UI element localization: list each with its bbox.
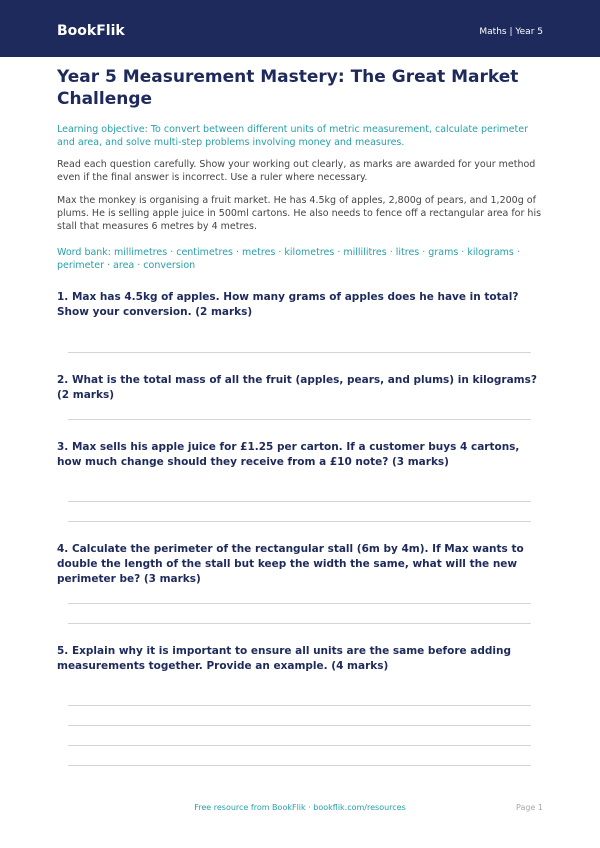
question-1: 1. Max has 4.5kg of apples. How many grams of apples does he have in total? Show your conversion. (2 marks) (57, 291, 519, 318)
answer-line[interactable] (68, 725, 531, 726)
brand-logo[interactable]: BookFlik (57, 23, 125, 39)
answer-line[interactable] (68, 419, 531, 420)
answer-line[interactable] (68, 765, 531, 766)
answer-line[interactable] (68, 501, 531, 502)
footer-link[interactable]: Free resource from BookFlik · bookflik.com/resources (194, 803, 406, 812)
question-5: 5. Explain why it is important to ensure all units are the same before adding measurements together. Provide an example. (4 marks) (57, 645, 512, 672)
learning-objective: Learning objective: To convert between different units of metric measurement, calculate perimeter and area, and solve multi-step problems involving money and measures. (57, 124, 528, 148)
word-bank: Word bank: millimetres · centimetres · metres · kilometres · millilitres · litres · grams · kilograms · perimeter · area · conversion (57, 247, 520, 271)
question-3: 3. Max sells his apple juice for £1.25 per carton. If a customer buys 4 cartons, how much change should they receive from a £10 note? (3 marks) (57, 441, 520, 468)
instructions: Read each question carefully. Show your working out clearly, as marks are awarded for your method even if the final answer is incorrect. Use a ruler where necessary. (57, 159, 536, 183)
question-2: 2. What is the total mass of all the fruit (apples, pears, and plums) in kilograms? (2 marks) (57, 374, 537, 401)
answer-line[interactable] (68, 603, 531, 604)
subject-label: Maths | Year 5 (479, 27, 543, 37)
worksheet-title: Year 5 Measurement Mastery: The Great Market Challenge (57, 67, 519, 109)
page-number: Page 1 (516, 803, 543, 812)
answer-line[interactable] (68, 521, 531, 522)
question-4: 4. Calculate the perimeter of the rectangular stall (6m by 4m). If Max wants to double the length of the stall but keep the width the same, what will the new perimeter be? (3 marks) (57, 543, 524, 585)
answer-line[interactable] (68, 352, 531, 353)
answer-line[interactable] (68, 705, 531, 706)
answer-line[interactable] (68, 745, 531, 746)
answer-line[interactable] (68, 623, 531, 624)
scenario: Max the monkey is organising a fruit market. He has 4.5kg of apples, 2,800g of pears, and 1,200g of plums. He is selling apple juice in 500ml cartons. He also needs to fence off a rectangular area for his stall that measures 6 metres by 4 metres. (57, 195, 542, 232)
header-bar (0, 0, 600, 57)
